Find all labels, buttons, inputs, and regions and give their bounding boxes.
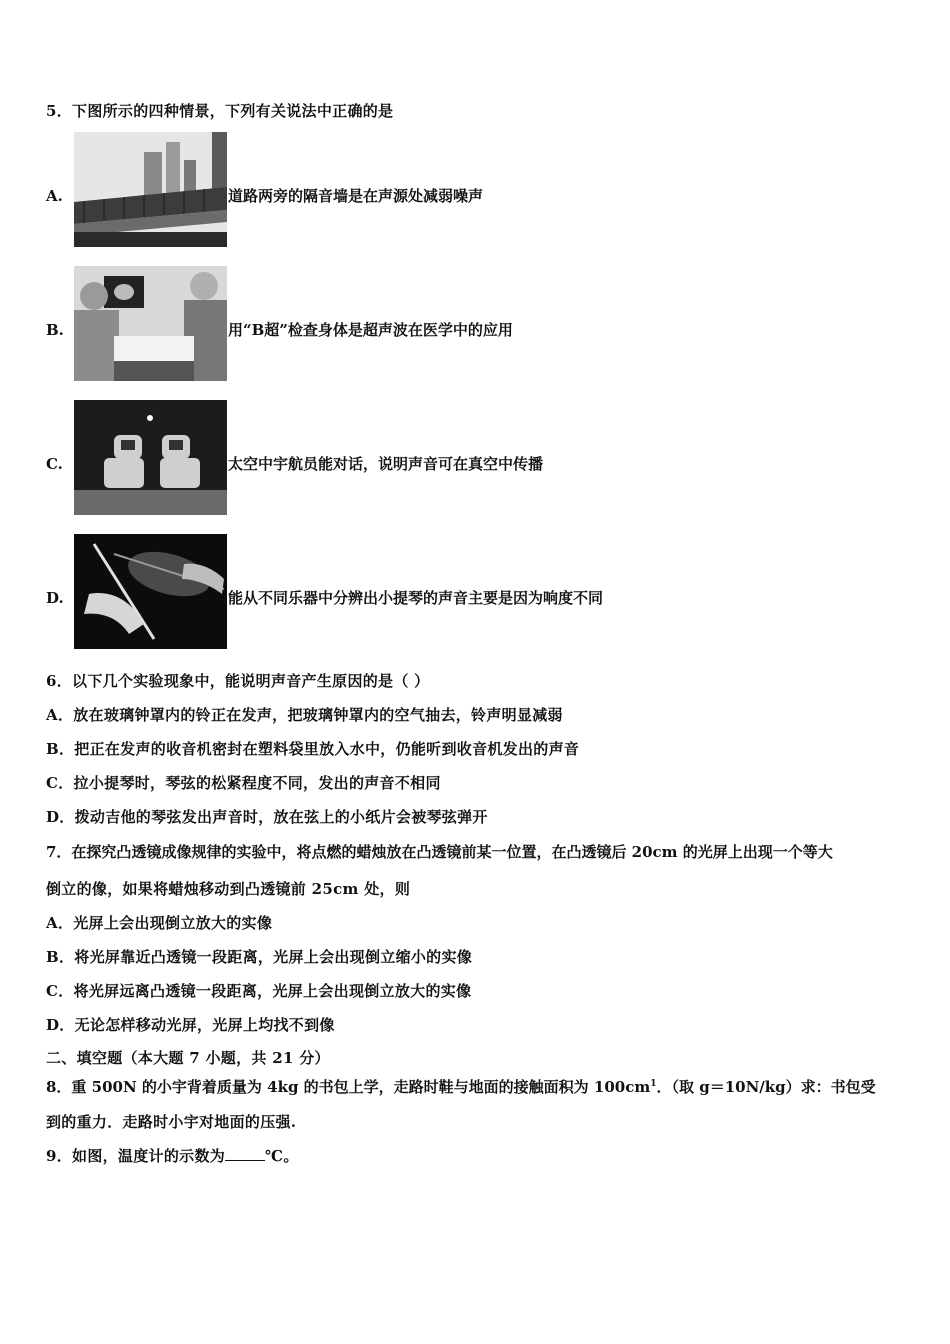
q8-superscript: 1 — [650, 1079, 657, 1089]
q5-option-a-text: 道路两旁的隔音墙是在声源处减弱噪声 — [228, 187, 484, 205]
q5-option-c-text: 太空中宇航员能对话，说明声音可在真空中传播 — [228, 455, 544, 473]
q9-unit: ℃。 — [265, 1147, 299, 1165]
q7-option-a: A．光屏上会出现倒立放大的实像 — [46, 914, 273, 932]
q7-stem-line1: 7．在探究凸透镜成像规律的实验中，将点燃的蜡烛放在凸透镜前某一位置，在凸透镜后 20cm 的光屏上出现一个等大 — [46, 843, 833, 861]
q8-line2: 到的重力．走路时小宇对地面的压强. — [46, 1113, 297, 1131]
q5-option-c-letter: C. — [46, 455, 63, 473]
q7-option-b: B．将光屏靠近凸透镜一段距离，光屏上会出现倒立缩小的实像 — [46, 948, 473, 966]
q5-option-d-text: 能从不同乐器中分辨出小提琴的声音主要是因为响度不同 — [228, 589, 604, 607]
q6-option-c: C．拉小提琴时，琴弦的松紧程度不同，发出的声音不相同 — [46, 774, 441, 792]
section-heading: 二、填空题（本大题 7 小题，共 21 分） — [46, 1049, 330, 1067]
q8-line1-tail: ．（取 g＝10N/kg）求：书包受 — [656, 1078, 876, 1096]
q8-line1 — [46, 1074, 876, 1097]
ultrasound-exam-photo — [74, 266, 227, 381]
q5-option-d-letter: D. — [46, 589, 64, 607]
q6-option-a: A．放在玻璃钟罩内的铃正在发声，把玻璃钟罩内的空气抽去，铃声明显减弱 — [46, 706, 563, 724]
q5-stem: 5．下图所示的四种情景，下列有关说法中正确的是 — [46, 102, 394, 120]
highway-sound-barrier-photo — [74, 132, 227, 247]
q8-line1-text: 8．重 500N 的小宇背着质量为 4kg 的书包上学，走路时鞋与地面的接触面积为 100cm — [46, 1078, 651, 1096]
q6-option-b: B．把正在发声的收音机密封在塑料袋里放入水中，仍能听到收音机发出的声音 — [46, 740, 580, 758]
q7-stem-line2: 倒立的像，如果将蜡烛移动到凸透镜前 25cm 处，则 — [46, 880, 411, 898]
q5-option-a-letter: A. — [46, 187, 63, 205]
violin-playing-photo — [74, 534, 227, 649]
astronauts-in-space-photo — [74, 400, 227, 515]
q9-answer-blank — [225, 1146, 265, 1161]
q5-option-b-text: 用“B超”检查身体是超声波在医学中的应用 — [228, 321, 513, 339]
q9-text: 9．如图，温度计的示数为 — [46, 1147, 226, 1165]
q6-option-d: D．拨动吉他的琴弦发出声音时，放在弦上的小纸片会被琴弦弹开 — [46, 808, 488, 826]
q7-option-d: D．无论怎样移动光屏，光屏上均找不到像 — [46, 1016, 335, 1034]
q5-option-b-letter: B. — [46, 321, 64, 339]
q9-line — [46, 1146, 299, 1166]
q7-option-c: C．将光屏远离凸透镜一段距离，光屏上会出现倒立放大的实像 — [46, 982, 472, 1000]
q6-stem: 6．以下几个实验现象中，能说明声音产生原因的是（ ） — [46, 672, 430, 690]
